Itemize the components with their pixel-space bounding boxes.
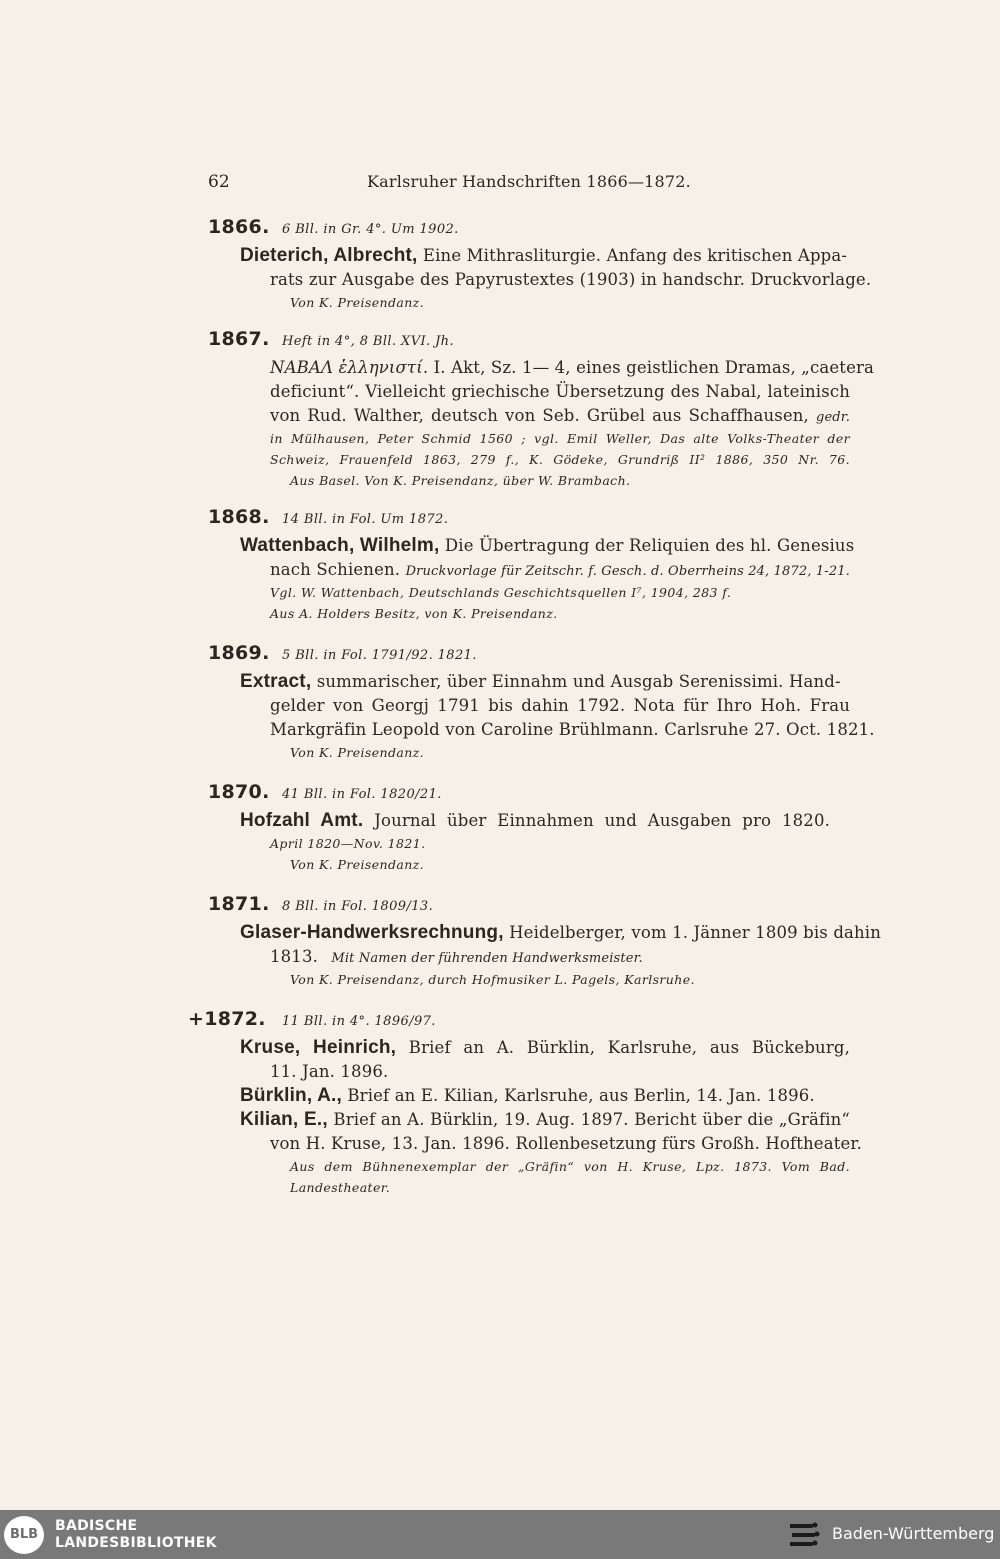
entry-note: Von K. Preisendanz, durch Hofmusiker L. Pagels, Karlsruhe. — [290, 972, 695, 987]
entry-number: +1872. — [188, 1008, 266, 1030]
entry-number: 1868. — [208, 506, 270, 528]
library-name[interactable]: BADISCHE LANDESBIBLIOTHEK — [55, 1518, 217, 1551]
entry-author: Hofzahl Amt. — [240, 810, 364, 831]
entry-number: 1869. — [208, 642, 270, 664]
three-lions-icon — [786, 1521, 824, 1549]
entry-line: von H. Kruse, 13. Jan. 1896. Rollenbesetzung fürs Großh. Hoftheater. — [270, 1134, 863, 1153]
entry-note: Von K. Preisendanz. — [290, 295, 425, 310]
state-label[interactable]: Baden-Württemberg — [832, 1524, 995, 1543]
entry-author: Wattenbach, Wilhelm, — [240, 535, 440, 556]
entry-line: ΝΑΒΑΛ ἑλληνιστί. I. Akt, Sz. 1— 4, eines geistlichen Dramas, „caetera — [270, 358, 875, 377]
entry-author: Bürklin, A., — [240, 1085, 342, 1106]
entry-note: Vgl. W. Wattenbach, Deutschlands Geschichtsquellen I⁷, 1904, 283 f. — [270, 585, 732, 600]
entry-author: Extract, — [240, 671, 312, 692]
entry-note: Aus dem Bühnenexemplar der „Gräfin“ von H. Kruse, Lpz. 1873. Vom Bad. — [290, 1159, 850, 1174]
entry-line: Wattenbach, Wilhelm, Die Übertragung der Reliquien des hl. Genesius — [240, 535, 855, 556]
entry-number: 1867. — [208, 328, 270, 350]
entry-line: Bürklin, A., Brief an E. Kilian, Karlsruhe, aus Berlin, 14. Jan. 1896. — [240, 1085, 815, 1106]
entry-note: Aus Basel. Von K. Preisendanz, über W. Brambach. — [290, 473, 631, 488]
entry-author: Glaser-Handwerksrechnung, — [240, 922, 504, 943]
blb-logo[interactable]: BLB — [4, 1516, 44, 1554]
footer-bar — [0, 1510, 1000, 1559]
entry-note: Aus A. Holders Besitz, von K. Preisendanz. — [270, 606, 558, 621]
entry-line: nach Schienen. Druckvorlage für Zeitschr. f. Gesch. d. Oberrheins 24, 1872, 1-21. — [270, 560, 850, 579]
entry-line: Extract, summarischer, über Einnahm und Ausgab Serenissimi. Hand- — [240, 671, 841, 692]
page-number: 62 — [208, 172, 230, 192]
entry-meta: 14 Bll. in Fol. Um 1872. — [282, 512, 449, 527]
entry-greek-title: ΝΑΒΑΛ — [270, 358, 334, 377]
entry-number: 1871. — [208, 893, 270, 915]
entry-note: Von K. Preisendanz. — [290, 745, 425, 760]
running-title: Karlsruher Handschriften 1866—1872. — [367, 172, 691, 191]
entry-line: rats zur Ausgabe des Papyrustextes (1903) in handschr. Druckvorlage. — [270, 270, 872, 289]
entry-note: Landestheater. — [290, 1180, 391, 1195]
entry-line: gelder von Georgj 1791 bis dahin 1792. Nota für Ihro Hoh. Frau — [270, 696, 850, 715]
entry-note: in Mülhausen, Peter Schmid 1560 ; vgl. Emil Weller, Das alte Volks-Theater der — [270, 431, 850, 446]
entry-author: Dieterich, Albrecht, — [240, 245, 418, 266]
entry-meta: 8 Bll. in Fol. 1809/13. — [282, 899, 434, 914]
entry-meta: Heft in 4°, 8 Bll. XVI. Jh. — [282, 334, 454, 349]
entry-line: deficiunt“. Vielleicht griechische Übersetzung des Nabal, lateinisch — [270, 382, 850, 401]
running-head — [208, 172, 850, 194]
entry-line: Glaser-Handwerksrechnung, Heidelberger, vom 1. Jänner 1809 bis dahin — [240, 922, 882, 943]
entry-line: von Rud. Walther, deutsch von Seb. Grübel aus Schaffhausen, gedr. — [270, 406, 850, 425]
entry-meta: 5 Bll. in Fol. 1791/92. 1821. — [282, 648, 477, 663]
entry-line: 1813. Mit Namen der führenden Handwerksmeister. — [270, 947, 643, 966]
entry-author: Kruse, Heinrich, — [240, 1037, 397, 1058]
entry-note: Schweiz, Frauenfeld 1863, 279 f., K. Gödeke, Grundriß II² 1886, 350 Nr. 76. — [270, 452, 850, 467]
entry-note: April 1820—Nov. 1821. — [270, 836, 426, 851]
entry-author: Kilian, E., — [240, 1109, 328, 1130]
entry-line: Markgräfin Leopold von Caroline Brühlmann. Carlsruhe 27. Oct. 1821. — [270, 720, 875, 739]
entry-line: 11. Jan. 1896. — [270, 1062, 389, 1081]
entry-note: Von K. Preisendanz. — [290, 857, 425, 872]
entry-meta: 41 Bll. in Fol. 1820/21. — [282, 787, 442, 802]
entry-line: Dieterich, Albrecht, Eine Mithrasliturgie. Anfang des kritischen Appa- — [240, 245, 848, 266]
entry-line: Kruse, Heinrich, Brief an A. Bürklin, Karlsruhe, aus Bückeburg, — [240, 1037, 850, 1058]
entry-meta: 11 Bll. in 4°. 1896/97. — [282, 1014, 436, 1029]
entry-number: 1870. — [208, 781, 270, 803]
entry-line: Kilian, E., Brief an A. Bürklin, 19. Aug. 1897. Bericht über die „Gräfin“ — [240, 1109, 851, 1130]
entry-number: 1866. — [208, 216, 270, 238]
entry-line: Hofzahl Amt. Journal über Einnahmen und Ausgaben pro 1820. — [240, 810, 830, 831]
entry-meta: 6 Bll. in Gr. 4°. Um 1902. — [282, 222, 459, 237]
